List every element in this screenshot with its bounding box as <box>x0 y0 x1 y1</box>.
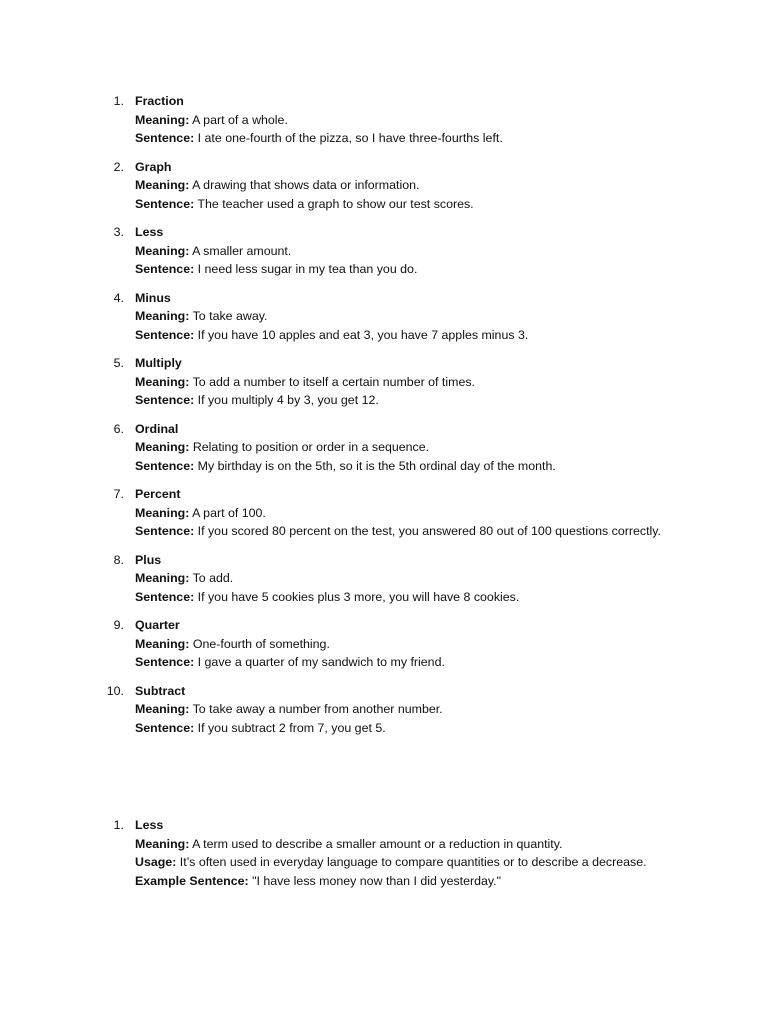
line-text: A term used to describe a smaller amount or a reduction in quantity. <box>189 836 563 851</box>
line-text: I need less sugar in my tea than you do. <box>194 262 418 276</box>
term-heading: Graph <box>135 159 172 174</box>
line-text: To take away a number from another number. <box>189 702 443 716</box>
list-item <box>0 158 768 214</box>
line-text: "I have less money now than I did yesterday." <box>248 873 502 888</box>
list-item <box>0 551 768 607</box>
term-heading: Subtract <box>135 683 186 698</box>
line-label: Sentence: <box>135 131 195 145</box>
definition-line <box>135 504 768 523</box>
line-text: The teacher used a graph to show our test scores. <box>194 196 474 211</box>
definition-line <box>135 326 768 345</box>
line-label: Sentence: <box>135 655 195 669</box>
line-text: I gave a quarter of my sandwich to my friend. <box>194 655 445 669</box>
term-heading: Less <box>135 225 164 239</box>
definition-line <box>135 569 768 588</box>
definition-line <box>135 111 768 130</box>
item-number: 7. <box>113 487 124 501</box>
line-label: Sentence: <box>135 720 195 735</box>
line-label: Sentence: <box>135 196 195 211</box>
definition-line <box>135 129 768 148</box>
line-label: Sentence: <box>135 327 195 342</box>
line-text: A part of 100. <box>189 505 266 520</box>
term-heading: Less <box>135 818 164 832</box>
line-label: Example Sentence: <box>135 873 249 888</box>
line-label: Meaning: <box>135 112 190 127</box>
list-item <box>0 816 768 890</box>
line-text: A smaller amount. <box>189 243 292 258</box>
line-label: Sentence: <box>135 589 195 604</box>
line-label: Meaning: <box>135 440 190 454</box>
line-label: Sentence: <box>135 524 195 538</box>
item-number: 3. <box>113 225 124 239</box>
line-label: Meaning: <box>135 505 190 520</box>
vocabulary-list-extended <box>0 816 768 900</box>
definition-line <box>135 373 768 392</box>
line-text: To add. <box>189 571 234 585</box>
definition-line <box>135 853 768 872</box>
definition-line <box>135 457 768 476</box>
line-text: If you subtract 2 from 7, you get 5. <box>194 720 386 735</box>
line-text: To add a number to itself a certain number of times. <box>189 374 475 389</box>
term-heading: Minus <box>135 290 171 305</box>
definition-line <box>135 872 768 891</box>
line-label: Sentence: <box>135 458 195 473</box>
list-item <box>0 354 768 410</box>
definition-line <box>135 391 768 410</box>
line-label: Meaning: <box>135 309 190 323</box>
vocabulary-list <box>0 92 768 747</box>
line-text: If you scored 80 percent on the test, you answered 80 out of 100 questions correctly. <box>194 524 661 538</box>
item-number: 1. <box>113 94 124 108</box>
definition-line <box>135 176 768 195</box>
definition-line <box>135 700 768 719</box>
definition-line <box>135 635 768 654</box>
item-number: 4. <box>113 290 124 305</box>
line-label: Meaning: <box>135 243 190 258</box>
line-text: A part of a whole. <box>189 112 288 127</box>
term-heading: Multiply <box>135 356 182 370</box>
list-item <box>0 289 768 345</box>
term-heading: Plus <box>135 552 162 567</box>
line-label: Meaning: <box>135 836 190 851</box>
definition-line <box>135 719 768 738</box>
definition-line <box>135 438 768 457</box>
item-number: 8. <box>113 552 124 567</box>
item-number: 1. <box>113 818 124 832</box>
line-text: One-fourth of something. <box>189 636 330 651</box>
list-item <box>0 92 768 148</box>
list-item <box>0 682 768 738</box>
line-label: Meaning: <box>135 636 190 651</box>
list-item <box>0 616 768 672</box>
line-label: Meaning: <box>135 374 190 389</box>
line-label: Usage: <box>135 855 177 869</box>
line-text: It’s often used in everyday language to compare quantities or to describe a decrease. <box>176 855 647 869</box>
line-label: Meaning: <box>135 702 190 716</box>
list-item <box>0 223 768 279</box>
definition-line <box>135 588 768 607</box>
list-item <box>0 485 768 541</box>
line-text: If you have 10 apples and eat 3, you have 7 apples minus 3. <box>194 327 529 342</box>
line-label: Sentence: <box>135 262 195 276</box>
item-number: 6. <box>113 421 124 436</box>
term-heading: Fraction <box>135 94 184 108</box>
definition-line <box>135 195 768 214</box>
definition-line <box>135 835 768 854</box>
definition-line <box>135 260 768 279</box>
item-number: 9. <box>113 618 124 632</box>
definition-line <box>135 242 768 261</box>
line-label: Sentence: <box>135 393 195 407</box>
term-heading: Ordinal <box>135 421 179 436</box>
item-number: 10. <box>106 683 124 698</box>
line-text: A drawing that shows data or information. <box>189 178 420 192</box>
term-heading: Quarter <box>135 618 180 632</box>
item-number: 2. <box>113 159 124 174</box>
definition-line <box>135 522 768 541</box>
line-text: I ate one-fourth of the pizza, so I have three-fourths left. <box>194 131 503 145</box>
item-number: 5. <box>113 356 124 370</box>
definition-line <box>135 307 768 326</box>
line-text: If you have 5 cookies plus 3 more, you will have 8 cookies. <box>194 589 520 604</box>
definition-line <box>135 653 768 672</box>
line-text: To take away. <box>189 309 268 323</box>
line-text: If you multiply 4 by 3, you get 12. <box>194 393 379 407</box>
line-label: Meaning: <box>135 178 190 192</box>
term-heading: Percent <box>135 487 181 501</box>
line-text: Relating to position or order in a sequence. <box>189 440 430 454</box>
list-item <box>0 420 768 476</box>
line-text: My birthday is on the 5th, so it is the 5th ordinal day of the month. <box>194 458 556 473</box>
line-label: Meaning: <box>135 571 190 585</box>
